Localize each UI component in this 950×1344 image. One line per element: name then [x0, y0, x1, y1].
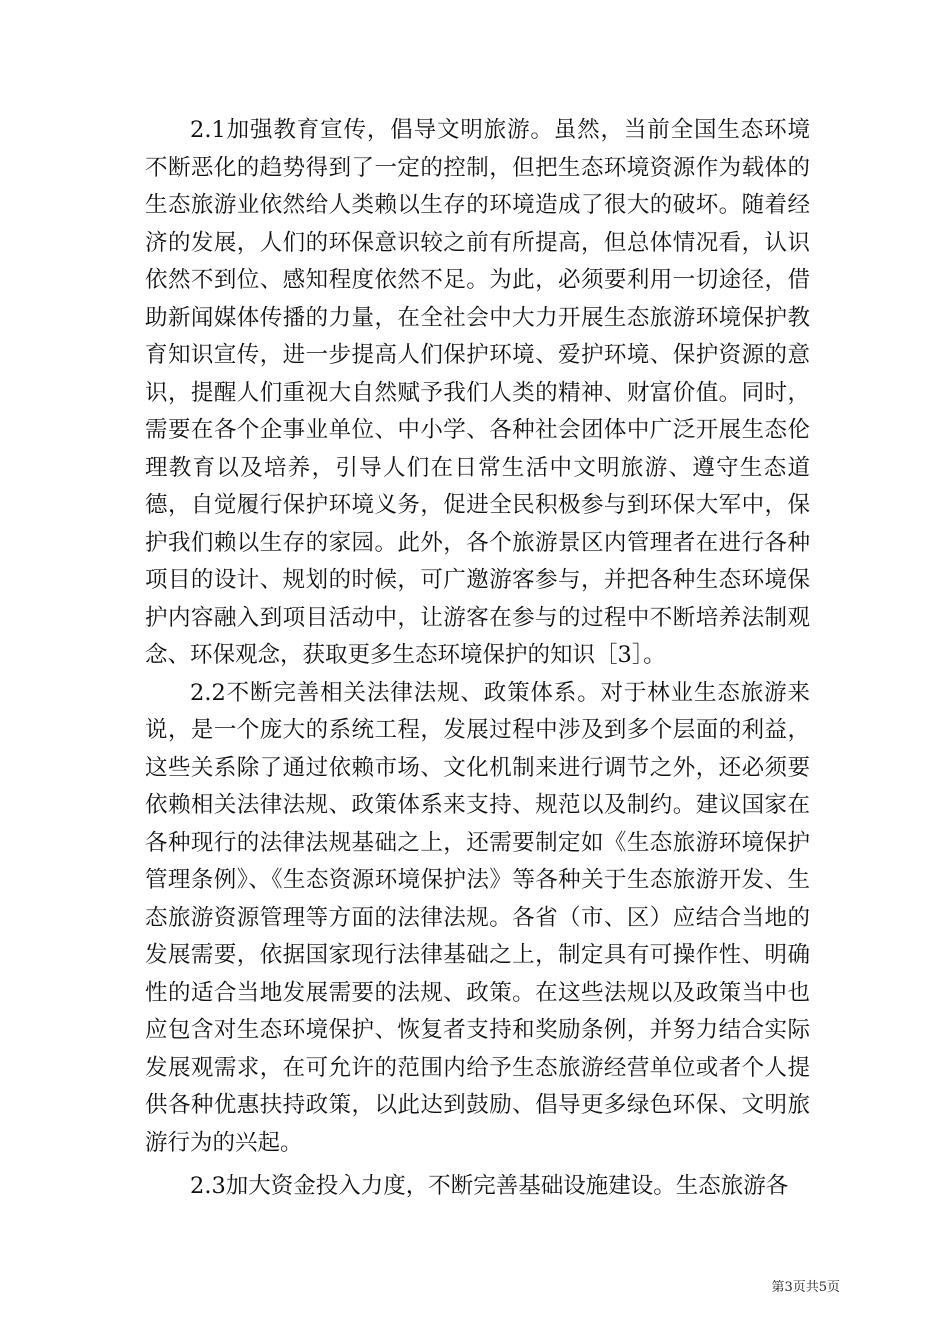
- page-number-footer: 第3页共5页: [771, 1280, 840, 1295]
- paragraph-2-2: 2.2不断完善相关法律法规、政策体系。对于林业生态旅游来说，是一个庞大的系统工程，发展过程中涉及到多个层面的利益，这些关系除了通过依赖市场、文化机制来进行调节之外，还必须要依赖相关法律法规、政策体系来支持、规范以及制约。建议国家在各种现行的法律法规基础之上，还需要制定如《生态旅游环境保护管理条例》、《生态资源环境保护法》等各种关于生态旅游开发、生态旅游资源管理等方面的法律法规。各省（市、区）应结合当地的发展需要，依据国家现行法律基础之上，制定具有可操作性、明确性的适合当地发展需要的法规、政策。在这些法规以及政策当中也应包含对生态环境保护、恢复者支持和奖励条例，并努力结合实际发展观需求，在可允许的范围内给予生态旅游经营单位或者个人提供各种优惠扶持政策，以此达到鼓励、倡导更多绿色环保、文明旅游行为的兴起。: [145, 679, 810, 1156]
- paragraph-2-3: 2.3加大资金投入力度，不断完善基础设施建设。生态旅游各: [190, 1173, 789, 1199]
- paragraph-2-1: 2.1加强教育宣传，倡导文明旅游。虽然，当前全国生态环境不断恶化的趋势得到了一定的控制，但把生态环境资源作为载体的生态旅游业依然给人类赖以生存的环境造成了很大的破坏。随着经济的发展，人们的环保意识较之前有所提高，但总体情况看，认识依然不到位、感知程度依然不足。为此，必须要利用一切途径，借助新闻媒体传播的力量，在全社会中大力开展生态旅游环境保护教育知识宣传，进一步提高人们保护环境、爱护环境、保护资源的意识，提醒人们重视大自然赋予我们人类的精神、财富价值。同时，需要在各个企事业单位、中小学、各种社会团体中广泛开展生态伦理教育以及培养，引导人们在日常生活中文明旅游、遵守生态道德，自觉履行保护环境义务，促进全民积极参与到环保大军中，保护我们赖以生存的家园。此外，各个旅游景区内管理者在进行各种项目的设计、规划的时候，可广邀游客参与，并把各种生态环境保护内容融入到项目活动中，让游客在参与的过程中不断培养法制观念、环保观念，获取更多生态环境保护的知识［3］。: [145, 117, 810, 668]
- document-body: [145, 112, 810, 1206]
